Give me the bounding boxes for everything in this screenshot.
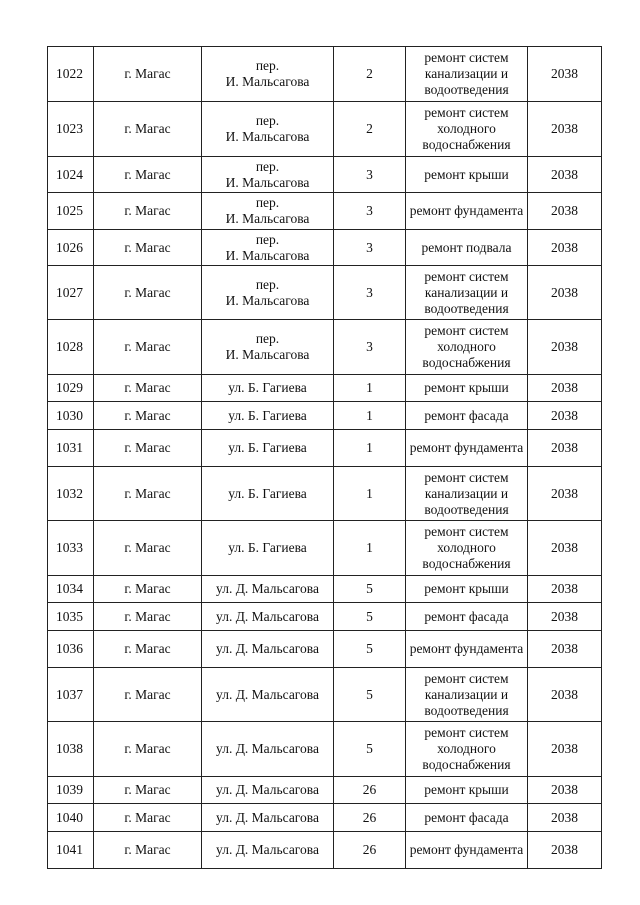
street-cell: пер. И. Мальсагова xyxy=(202,320,334,375)
year-cell: 2038 xyxy=(528,230,602,266)
street-cell: пер. И. Мальсагова xyxy=(202,266,334,320)
row-number: 1033 xyxy=(48,521,94,576)
row-number: 1040 xyxy=(48,804,94,832)
table-row xyxy=(48,722,602,777)
row-number: 1041 xyxy=(48,832,94,869)
house-cell: 2 xyxy=(334,102,406,157)
table-row xyxy=(48,521,602,576)
street-cell: пер. И. Мальсагова xyxy=(202,157,334,193)
row-number: 1039 xyxy=(48,777,94,804)
street-cell: ул. Д. Мальсагова xyxy=(202,722,334,777)
house-cell: 3 xyxy=(334,320,406,375)
city-cell: г. Магас xyxy=(94,157,202,193)
street-cell: пер. И. Мальсагова xyxy=(202,230,334,266)
work-type-cell: ремонт систем канализации и водоотведения xyxy=(406,266,528,320)
row-number: 1030 xyxy=(48,402,94,430)
house-cell: 1 xyxy=(334,402,406,430)
work-type-cell: ремонт фундамента xyxy=(406,193,528,230)
house-cell: 1 xyxy=(334,375,406,402)
table-row xyxy=(48,102,602,157)
work-type-cell: ремонт систем холодного водоснабжения xyxy=(406,102,528,157)
city-cell: г. Магас xyxy=(94,521,202,576)
year-cell: 2038 xyxy=(528,47,602,102)
street-cell: ул. Д. Мальсагова xyxy=(202,777,334,804)
street-cell: ул. Б. Гагиева xyxy=(202,467,334,521)
row-number: 1029 xyxy=(48,375,94,402)
city-cell: г. Магас xyxy=(94,631,202,668)
work-type-cell: ремонт крыши xyxy=(406,157,528,193)
street-cell: ул. Д. Мальсагова xyxy=(202,832,334,869)
house-cell: 5 xyxy=(334,603,406,631)
table-row xyxy=(48,402,602,430)
year-cell: 2038 xyxy=(528,576,602,603)
table-row xyxy=(48,193,602,230)
row-number: 1031 xyxy=(48,430,94,467)
year-cell: 2038 xyxy=(528,193,602,230)
year-cell: 2038 xyxy=(528,521,602,576)
house-cell: 26 xyxy=(334,832,406,869)
work-type-cell: ремонт фундамента xyxy=(406,631,528,668)
work-type-cell: ремонт крыши xyxy=(406,777,528,804)
city-cell: г. Магас xyxy=(94,804,202,832)
work-type-cell: ремонт систем канализации и водоотведения xyxy=(406,47,528,102)
row-number: 1034 xyxy=(48,576,94,603)
work-type-cell: ремонт фасада xyxy=(406,603,528,631)
house-cell: 1 xyxy=(334,521,406,576)
table-row xyxy=(48,832,602,869)
row-number: 1038 xyxy=(48,722,94,777)
city-cell: г. Магас xyxy=(94,402,202,430)
street-cell: ул. Д. Мальсагова xyxy=(202,603,334,631)
row-number: 1026 xyxy=(48,230,94,266)
year-cell: 2038 xyxy=(528,603,602,631)
table-row xyxy=(48,47,602,102)
table-row xyxy=(48,668,602,722)
year-cell: 2038 xyxy=(528,266,602,320)
house-cell: 3 xyxy=(334,193,406,230)
city-cell: г. Магас xyxy=(94,603,202,631)
city-cell: г. Магас xyxy=(94,722,202,777)
year-cell: 2038 xyxy=(528,668,602,722)
year-cell: 2038 xyxy=(528,777,602,804)
street-cell: ул. Б. Гагиева xyxy=(202,521,334,576)
year-cell: 2038 xyxy=(528,320,602,375)
table-row xyxy=(48,157,602,193)
work-type-cell: ремонт систем канализации и водоотведения xyxy=(406,668,528,722)
house-cell: 5 xyxy=(334,631,406,668)
city-cell: г. Магас xyxy=(94,266,202,320)
street-cell: ул. Б. Гагиева xyxy=(202,402,334,430)
table-row xyxy=(48,631,602,668)
year-cell: 2038 xyxy=(528,102,602,157)
year-cell: 2038 xyxy=(528,804,602,832)
table-row xyxy=(48,320,602,375)
year-cell: 2038 xyxy=(528,722,602,777)
street-cell: ул. Д. Мальсагова xyxy=(202,576,334,603)
row-number: 1036 xyxy=(48,631,94,668)
work-type-cell: ремонт фасада xyxy=(406,402,528,430)
city-cell: г. Магас xyxy=(94,467,202,521)
table-row xyxy=(48,375,602,402)
street-cell: пер. И. Мальсагова xyxy=(202,193,334,230)
city-cell: г. Магас xyxy=(94,430,202,467)
street-cell: ул. Б. Гагиева xyxy=(202,430,334,467)
work-type-cell: ремонт фасада xyxy=(406,804,528,832)
year-cell: 2038 xyxy=(528,402,602,430)
work-type-cell: ремонт систем холодного водоснабжения xyxy=(406,521,528,576)
city-cell: г. Магас xyxy=(94,668,202,722)
work-type-cell: ремонт фундамента xyxy=(406,430,528,467)
work-type-cell: ремонт систем холодного водоснабжения xyxy=(406,320,528,375)
table-row xyxy=(48,804,602,832)
table-row xyxy=(48,603,602,631)
table-row xyxy=(48,230,602,266)
table-body xyxy=(48,47,602,869)
row-number: 1028 xyxy=(48,320,94,375)
row-number: 1022 xyxy=(48,47,94,102)
work-type-cell: ремонт крыши xyxy=(406,375,528,402)
street-cell: ул. Д. Мальсагова xyxy=(202,631,334,668)
work-type-cell: ремонт подвала xyxy=(406,230,528,266)
year-cell: 2038 xyxy=(528,430,602,467)
house-cell: 5 xyxy=(334,576,406,603)
repair-schedule-table xyxy=(47,46,602,869)
table-row xyxy=(48,467,602,521)
work-type-cell: ремонт систем канализации и водоотведения xyxy=(406,467,528,521)
street-cell: ул. Д. Мальсагова xyxy=(202,804,334,832)
house-cell: 5 xyxy=(334,722,406,777)
year-cell: 2038 xyxy=(528,157,602,193)
house-cell: 2 xyxy=(334,47,406,102)
city-cell: г. Магас xyxy=(94,102,202,157)
table-row xyxy=(48,777,602,804)
street-cell: пер. И. Мальсагова xyxy=(202,47,334,102)
city-cell: г. Магас xyxy=(94,832,202,869)
city-cell: г. Магас xyxy=(94,375,202,402)
work-type-cell: ремонт систем холодного водоснабжения xyxy=(406,722,528,777)
street-cell: ул. Д. Мальсагова xyxy=(202,668,334,722)
year-cell: 2038 xyxy=(528,832,602,869)
house-cell: 1 xyxy=(334,430,406,467)
house-cell: 1 xyxy=(334,467,406,521)
city-cell: г. Магас xyxy=(94,230,202,266)
house-cell: 3 xyxy=(334,266,406,320)
city-cell: г. Магас xyxy=(94,320,202,375)
house-cell: 26 xyxy=(334,804,406,832)
house-cell: 3 xyxy=(334,230,406,266)
row-number: 1025 xyxy=(48,193,94,230)
table-row xyxy=(48,266,602,320)
street-cell: пер. И. Мальсагова xyxy=(202,102,334,157)
work-type-cell: ремонт крыши xyxy=(406,576,528,603)
city-cell: г. Магас xyxy=(94,47,202,102)
house-cell: 3 xyxy=(334,157,406,193)
row-number: 1023 xyxy=(48,102,94,157)
year-cell: 2038 xyxy=(528,467,602,521)
city-cell: г. Магас xyxy=(94,576,202,603)
city-cell: г. Магас xyxy=(94,777,202,804)
row-number: 1027 xyxy=(48,266,94,320)
row-number: 1032 xyxy=(48,467,94,521)
house-cell: 26 xyxy=(334,777,406,804)
row-number: 1037 xyxy=(48,668,94,722)
row-number: 1024 xyxy=(48,157,94,193)
work-type-cell: ремонт фундамента xyxy=(406,832,528,869)
street-cell: ул. Б. Гагиева xyxy=(202,375,334,402)
year-cell: 2038 xyxy=(528,631,602,668)
row-number: 1035 xyxy=(48,603,94,631)
city-cell: г. Магас xyxy=(94,193,202,230)
year-cell: 2038 xyxy=(528,375,602,402)
table-row xyxy=(48,576,602,603)
house-cell: 5 xyxy=(334,668,406,722)
table-row xyxy=(48,430,602,467)
